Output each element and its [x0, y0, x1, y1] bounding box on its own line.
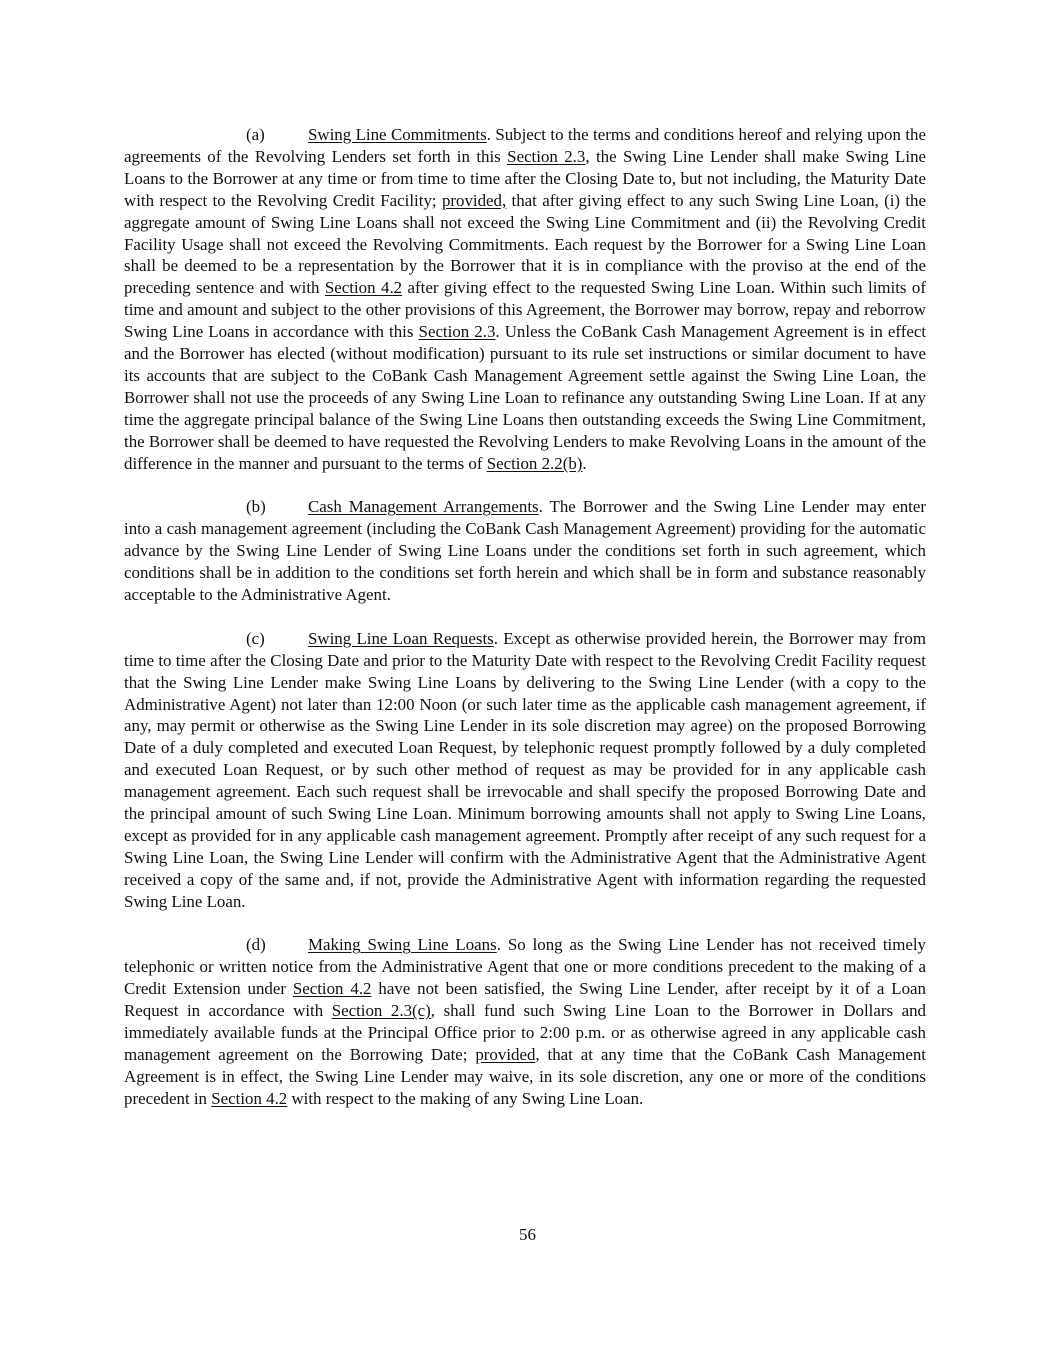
body-text: have not been satisfied, the Swing Line Lender, after receipt by it of a Loan Request in accordance with: [124, 979, 926, 1021]
body-text: . The Borrower and the Swing Line Lender may enter into a cash management agreement (including the CoBank Cash Management Agreement) providing for the automatic advance by the Swing Line Lender of Swing Line Loans under the conditions set forth in such agreement, which conditions shall be in addition to the conditions set forth herein and which shall be in form and substance reasonably acceptable to the Administrative Agent.: [124, 497, 926, 605]
section-reference: Section 2.3: [507, 146, 586, 166]
document-body: [124, 124, 926, 1132]
body-text: . Subject to the terms and conditions hereof and relying upon the agreements of the Revolving Lenders set forth in this: [124, 125, 926, 166]
section-reference: Section 2.2(b): [486, 453, 583, 473]
section-reference: Section 4.2: [292, 979, 372, 999]
body-text: . So long as the Swing Line Lender has not received timely telephonic or written notice from the Administrative Agent that one or more conditions precedent to the making of a Credit Extension under: [124, 935, 926, 999]
section-reference: Section 4.2: [211, 1088, 288, 1108]
section-heading: Swing Line Commitments: [308, 125, 487, 144]
paragraph-c: [124, 628, 926, 913]
body-text: . Except as otherwise provided herein, the Borrower may from time to time after the Closing Date and prior to the Maturity Date with respect to the Revolving Credit Facility request that the Swing Line Lender make Swing Line Loans by delivering to the Swing Line Lender (with a copy to the Administrative Agent) not later than 12:00 Noon (or such later time as the applicable cash management agreement, if any, may permit or otherwise as the Swing Line Lender in its sole discretion may agree) on the proposed Borrowing Date of a duly completed and executed Loan Request, by telephonic request promptly followed by a duly completed and executed Loan Request, or by such other method of request as may be provided for in any applicable cash management agreement. Each such request shall be irrevocable and shall specify the proposed Borrowing Date and the principal amount of such Swing Line Loan. Minimum borrowing amounts shall not apply to Swing Line Loans, except as provided for in any applicable cash management agreement. Promptly after receipt of any such request for a Swing Line Loan, the Swing Line Lender will confirm with the Administrative Agent that the Administrative Agent received a copy of the same and, if not, provide the Administrative Agent with information regarding the requested Swing Line Loan.: [124, 628, 926, 911]
section-heading: Cash Management Arrangements: [308, 497, 539, 517]
paragraph-b: [124, 496, 926, 606]
emphasis-term: provided: [475, 1045, 536, 1065]
body-text: .: [582, 453, 587, 473]
paragraph-marker: (b): [246, 497, 266, 517]
body-text: with respect to the making of any Swing Line Loan.: [287, 1088, 644, 1108]
paragraph-marker: (a): [246, 125, 265, 144]
paragraph-a: [124, 124, 926, 475]
paragraph-marker: (d): [246, 935, 266, 955]
section-heading: Swing Line Loan Requests: [308, 628, 494, 648]
paragraph-d: [124, 934, 926, 1109]
section-reference: Section 4.2: [324, 278, 403, 298]
body-text: , the Swing Line Lender shall make Swing Line Loans to the Borrower at any time or from time to time after the Closing Date to, but not including, the Maturity Date with respect to the Revolving Credit Facility;: [124, 146, 927, 210]
page-number: 56: [519, 1225, 536, 1244]
body-text: , that at any time that the CoBank Cash Management Agreement is in effect, the Swing Line Lender may waive, in its sole discretion, any one or more of the conditions precedent in: [124, 1045, 926, 1108]
emphasis-term: provided,: [441, 190, 507, 210]
section-heading: Making Swing Line Loans: [308, 935, 497, 955]
body-text: , shall fund such Swing Line Loan to the Borrower in Dollars and immediately available funds at the Principal Office prior to 2:00 p.m. or as otherwise agreed in any applicable cash management agreement on the Borrowing Date;: [124, 1001, 926, 1065]
section-reference: Section 2.3(c): [331, 1001, 431, 1021]
body-text: . Unless the CoBank Cash Management Agreement is in effect and the Borrower has elected (without modification) pursuant to its rule set instructions or similar document to have its accounts that are subject to the CoBank Cash Management Agreement settle against the Swing Line Loan, the Borrower shall not use the proceeds of any Swing Line Loan to refinance any outstanding Swing Line Loan. If at any time the aggregate principal balance of the Swing Line Loans then outstanding exceeds the Swing Line Commitment, the Borrower shall be deemed to have requested the Revolving Lenders to make Revolving Loans in the amount of the difference in the manner and pursuant to the terms of: [124, 322, 927, 473]
paragraph-marker: (c): [246, 628, 265, 648]
section-reference: Section 2.3: [418, 322, 496, 342]
body-text: after giving effect to the requested Swing Line Loan. Within such limits of time and amount and subject to the other provisions of this Agreement, the Borrower may borrow, repay and reborrow Swing Line Loans in accordance with this: [124, 278, 927, 342]
body-text: that after giving effect to any such Swing Line Loan, (i) the aggregate amount of Swing Line Loans shall not exceed the Swing Line Commitment and (ii) the Revolving Credit Facility Usage shall not exceed the Revolving Commitments. Each request by the Borrower for a Swing Line Loan shall be deemed to be a representation by the Borrower that it is in compliance with the proviso at the end of the preceding sentence and with: [124, 190, 927, 298]
